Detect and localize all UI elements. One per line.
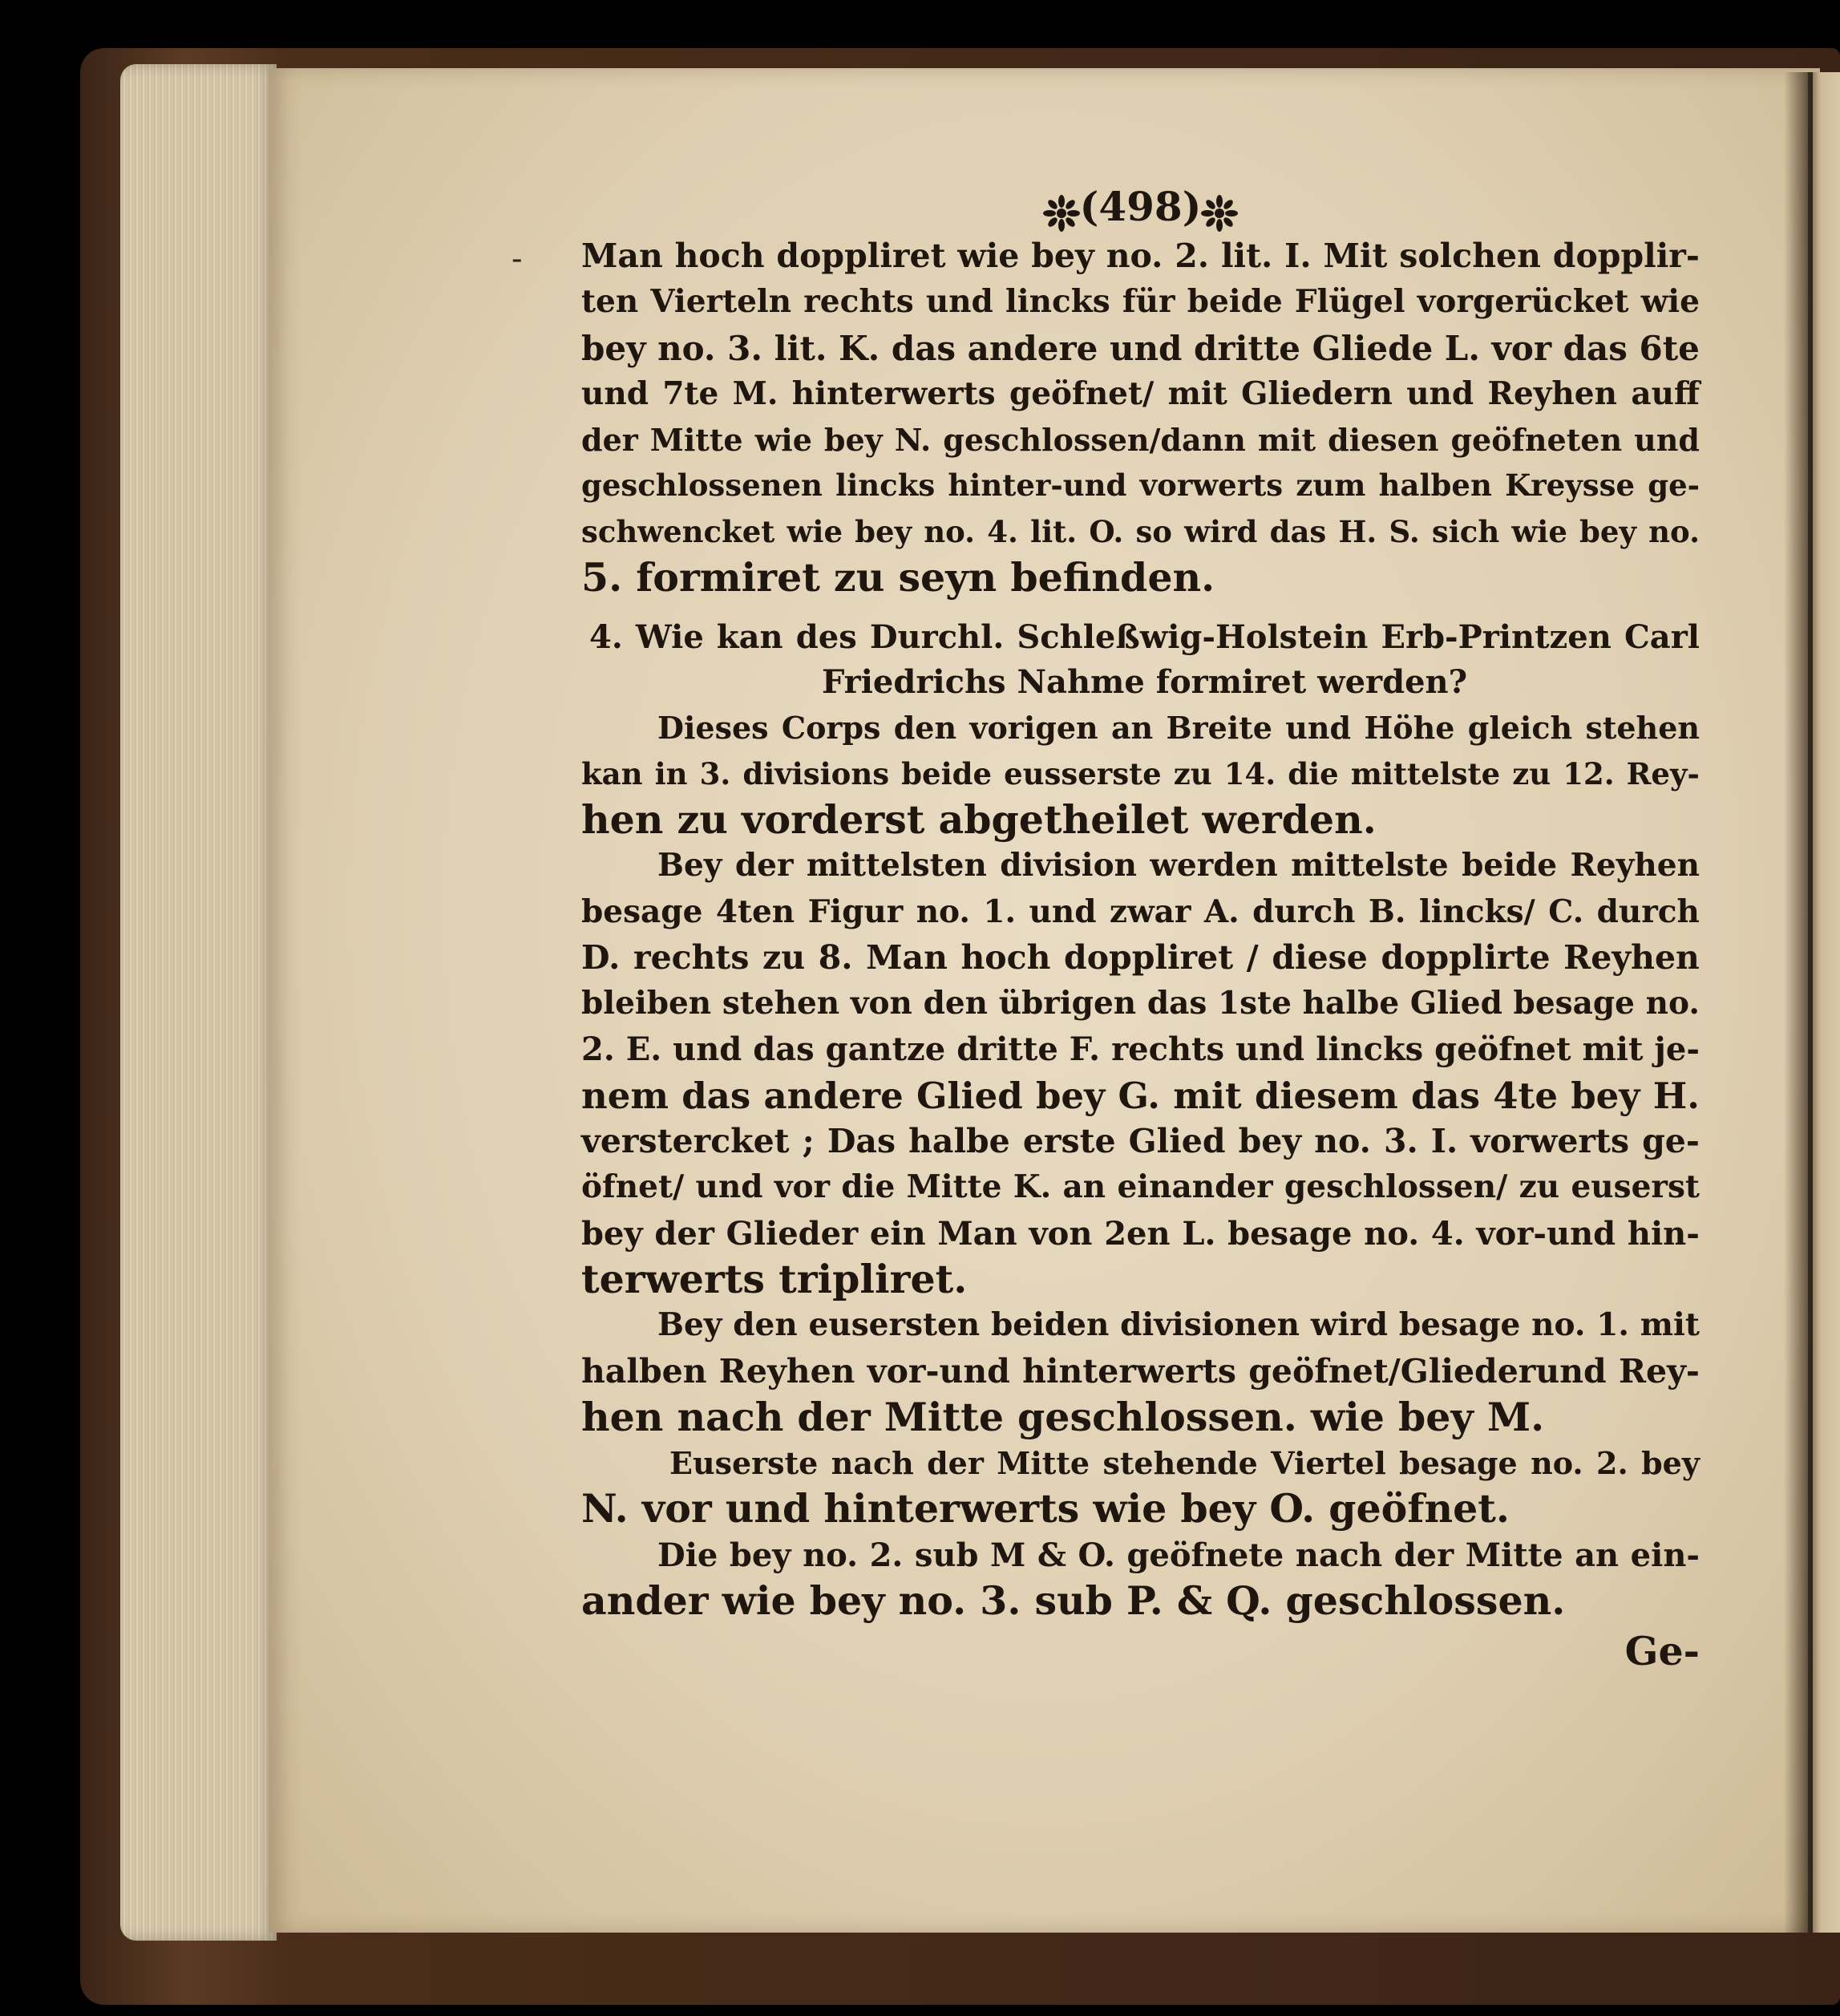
paragraph: [581, 1302, 1700, 1440]
text-line: bey der Glieder ein Man von 2en L. besage no. 4. vor-und hin-: [581, 1214, 1700, 1253]
text-line: öfnet/ und vor die Mitte K. an einander geschlossen/ zu euserst: [581, 1168, 1700, 1206]
paragraph: [581, 843, 1700, 1302]
text-line: Man hoch doppliret wie bey no. 2. lit. I. Mit solchen dopplir-: [581, 237, 1700, 275]
text-line: hen nach der Mitte geschlossen. wie bey M.: [581, 1393, 1545, 1440]
text-line: 5. formiret zu seyn befinden.: [581, 554, 1215, 601]
paragraph: [581, 1440, 1700, 1532]
text-line: halben Reyhen vor-und hinterwerts geöfnet/Gliederund Rey-: [581, 1351, 1700, 1391]
text-line: ten Vierteln rechts und lincks für beide Flügel vorgerücket wie: [581, 283, 1700, 321]
page-text-column: [581, 180, 1700, 1675]
text-line: der Mitte wie bey N. geschlossen/dann mit diesen geöfneten und: [581, 422, 1700, 459]
text-line: besage 4ten Figur no. 1. und zwar A. durch B. lincks/ C. durch: [581, 893, 1700, 930]
text-line: bey no. 3. lit. K. das andere und dritte Gliede L. vor das 6te: [581, 328, 1700, 368]
text-line: schwencket wie bey no. 4. lit. O. so wird das H. S. sich wie bey no.: [581, 513, 1700, 549]
text-line: 2. E. und das gantze dritte F. rechts und lincks geöfnet mit je-: [581, 1030, 1700, 1069]
text-line: Bey der mittelsten division werden mittelste beide Reyhen: [657, 847, 1700, 885]
text-line: verstercket ; Das halbe erste Glied bey no. 3. I. vorwerts ge-: [581, 1122, 1700, 1161]
text-line: Bey den eusersten beiden divisionen wird besage no. 1. mit: [657, 1306, 1700, 1344]
catchword: Ge-: [1624, 1628, 1700, 1675]
flower-ornament-icon: [1043, 192, 1080, 229]
text-line: Die bey no. 2. sub M & O. geöfnete nach der Mitte an ein-: [657, 1536, 1700, 1574]
heading-line: Friedrichs Nahme formiret werden?: [821, 663, 1468, 702]
text-line: hen zu vorderst abgetheilet werden.: [581, 795, 1377, 843]
text-line: ander wie bey no. 3. sub P. & Q. geschlossen.: [581, 1577, 1566, 1625]
paragraph-continued: [581, 233, 1700, 601]
text-line: terwerts tripliret.: [581, 1255, 968, 1302]
margin-mark: -: [512, 241, 523, 277]
page-header: (498): [581, 180, 1700, 233]
page-number: 498: [1098, 183, 1183, 230]
text-line: kan in 3. divisions beide eusserste zu 14. die mittelste zu 12. Rey-: [581, 755, 1700, 791]
text-line: N. vor und hinterwerts wie bey O. geöfnet.: [581, 1485, 1510, 1532]
text-line: und 7te M. hinterwerts geöfnet/ mit Gliedern und Reyhen auff: [581, 374, 1700, 412]
text-line: D. rechts zu 8. Man hoch doppliret / diese dopplirte Reyhen: [581, 937, 1700, 977]
facing-page-edge: [1808, 72, 1840, 1933]
heading-line: 4. Wie kan des Durchl. Schleßwig-Holstein Erb-Printzen Carl: [589, 618, 1700, 657]
section-heading: [581, 615, 1700, 705]
text-line: Euserste nach der Mitte stehende Viertel besage no. 2. bey: [669, 1445, 1700, 1482]
text-line: nem das andere Glied bey G. mit diesem das 4te bey H.: [581, 1074, 1700, 1117]
text-line: bleiben stehen von den übrigen das 1ste halbe Glied besage no.: [581, 985, 1700, 1022]
paragraph: [581, 705, 1700, 843]
text-line: Dieses Corps den vorigen an Breite und Höhe gleich stehen: [657, 710, 1700, 747]
paragraph: [581, 1532, 1700, 1625]
text-line: geschlossenen lincks hinter-und vorwerts zum halben Kreysse ge-: [581, 468, 1700, 504]
page-gutter-shadow: [1784, 72, 1813, 1933]
flower-ornament-icon: [1201, 192, 1238, 229]
page-edges: [120, 64, 277, 1941]
